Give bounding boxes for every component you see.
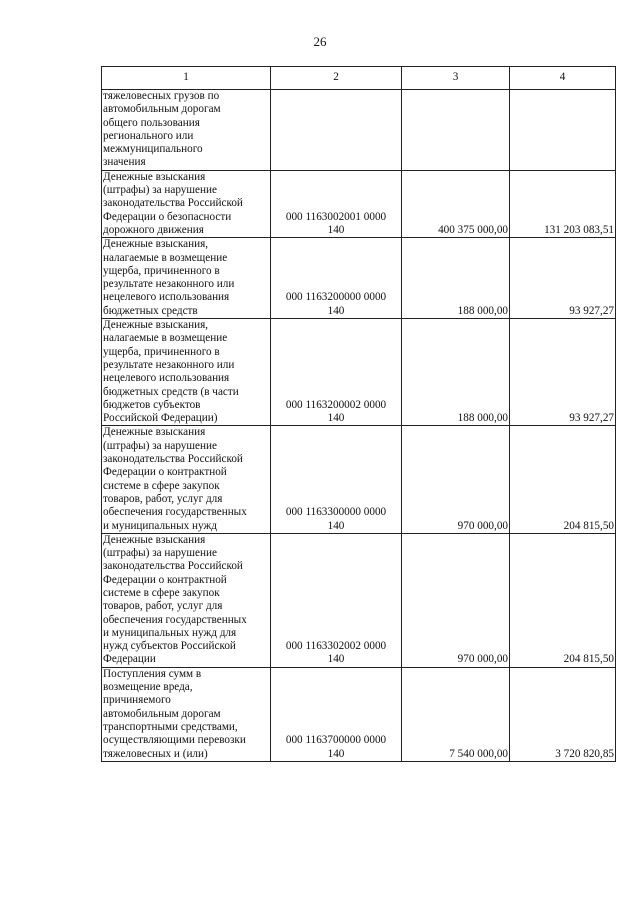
row-actual: 204 815,50 xyxy=(510,533,616,667)
column-header-2: 2 xyxy=(271,67,402,90)
row-name: Денежные взыскания (штрафы) за нарушение законодательства Российской Федерации о контрактной системе в сфере закупок товаров, работ, услуг для обеспечения государственных и муниципальных нужд для нужд субъектов Российской Федерации xyxy=(102,533,271,667)
row-name: Поступления сумм в возмещение вреда, причиняемого автомобильным дорогам транспортными средствами, осуществляющими перевозки тяжеловесных и (или) xyxy=(102,667,271,761)
table-row xyxy=(102,319,616,426)
row-plan: 7 540 000,00 xyxy=(402,667,510,761)
column-header-3: 3 xyxy=(402,67,510,90)
row-code: 000 1163700000 0000 140 xyxy=(271,667,402,761)
table-row xyxy=(102,667,616,761)
table-row xyxy=(102,170,616,237)
row-actual: 93 927,27 xyxy=(510,238,616,319)
row-name: тяжеловесных грузов по автомобильным дорогам общего пользования регионального или межмуниципального значения xyxy=(102,90,271,171)
row-plan xyxy=(402,90,510,171)
row-actual: 93 927,27 xyxy=(510,319,616,426)
budget-table xyxy=(101,66,616,762)
row-name: Денежные взыскания, налагаемые в возмещение ущерба, причиненного в результате незаконного или нецелевого использования бюджетных средств (в части бюджетов субъектов Российской Федерации) xyxy=(102,319,271,426)
table-row xyxy=(102,426,616,533)
row-name: Денежные взыскания, налагаемые в возмещение ущерба, причиненного в результате незаконного или нецелевого использования бюджетных средств xyxy=(102,238,271,319)
column-header-4: 4 xyxy=(510,67,616,90)
row-name: Денежные взыскания (штрафы) за нарушение законодательства Российской Федерации о безопасности дорожного движения xyxy=(102,170,271,237)
row-name: Денежные взыскания (штрафы) за нарушение законодательства Российской Федерации о контрактной системе в сфере закупок товаров, работ, услуг для обеспечения государственных и муниципальных нужд xyxy=(102,426,271,533)
row-actual: 204 815,50 xyxy=(510,426,616,533)
table-header-row xyxy=(102,67,616,90)
row-code: 000 1163302002 0000 140 xyxy=(271,533,402,667)
row-code: 000 1163200000 0000 140 xyxy=(271,238,402,319)
table-row xyxy=(102,90,616,171)
row-plan: 970 000,00 xyxy=(402,533,510,667)
row-code: 000 1163002001 0000 140 xyxy=(271,170,402,237)
row-code: 000 1163200002 0000 140 xyxy=(271,319,402,426)
row-code: 000 1163300000 0000 140 xyxy=(271,426,402,533)
row-code xyxy=(271,90,402,171)
table-row xyxy=(102,533,616,667)
row-plan: 400 375 000,00 xyxy=(402,170,510,237)
row-plan: 188 000,00 xyxy=(402,319,510,426)
row-actual: 3 720 820,85 xyxy=(510,667,616,761)
table-row xyxy=(102,238,616,319)
row-actual xyxy=(510,90,616,171)
row-actual: 131 203 083,51 xyxy=(510,170,616,237)
column-header-1: 1 xyxy=(102,67,271,90)
page-number: 26 xyxy=(313,34,327,49)
row-plan: 188 000,00 xyxy=(402,238,510,319)
row-plan: 970 000,00 xyxy=(402,426,510,533)
